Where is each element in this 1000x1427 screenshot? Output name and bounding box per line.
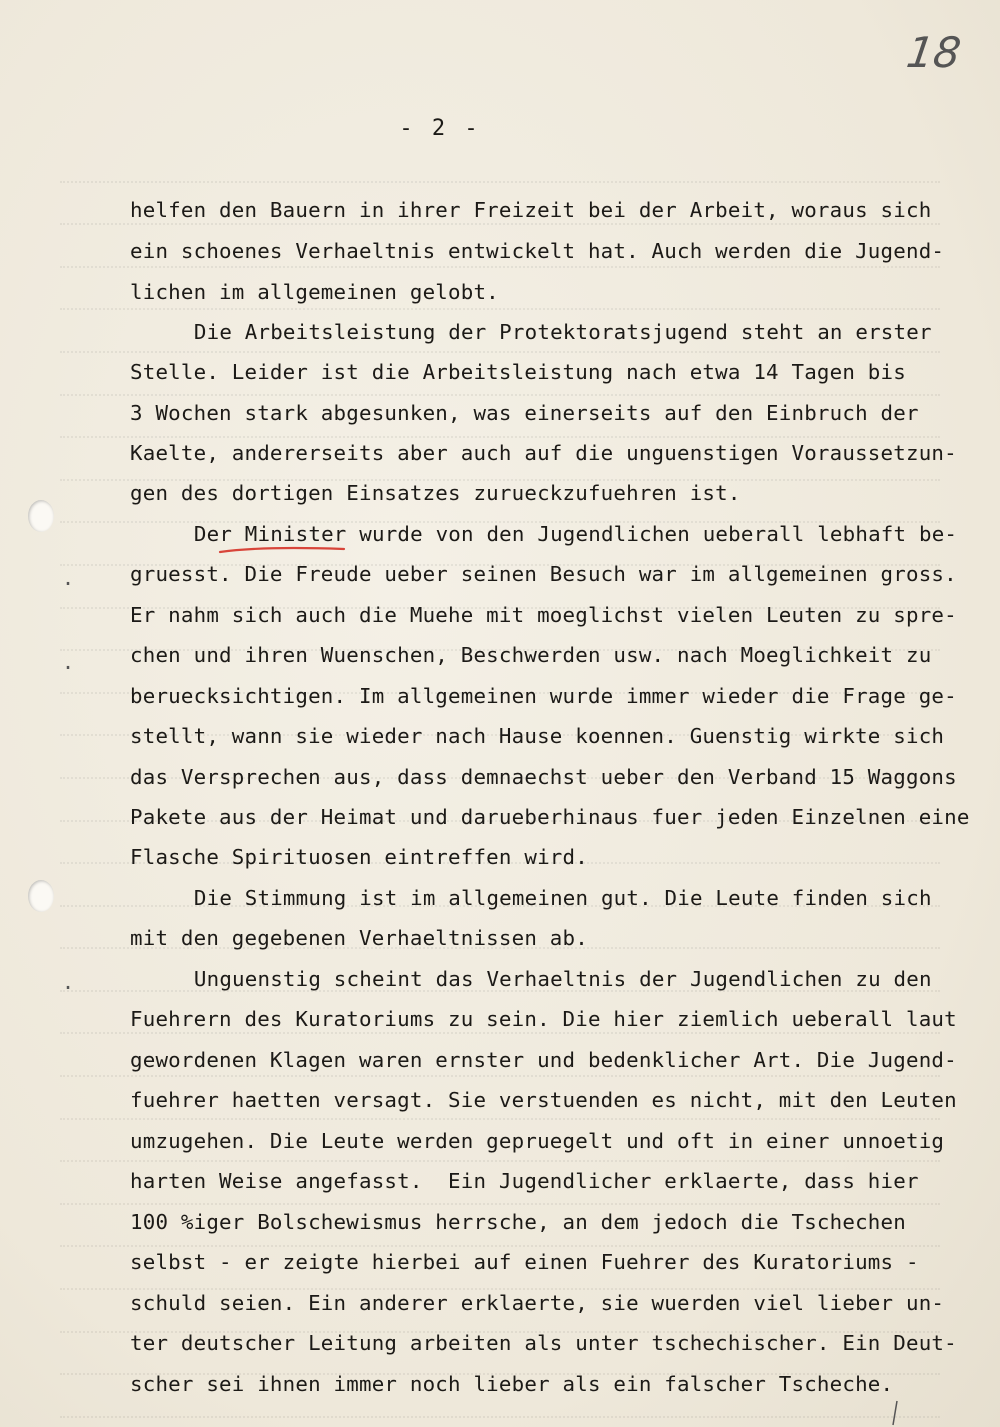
- text-line: Flasche Spirituosen eintreffen wird.: [130, 845, 588, 869]
- text-line: Der Minister wurde von den Jugendlichen ueberall lebhaft be-: [143, 522, 958, 546]
- text-line: Stelle. Leider ist die Arbeitsleistung nach etwa 14 Tagen bis: [130, 360, 906, 384]
- text-line: umzugehen. Die Leute werden gepruegelt und oft in einer unnoetig: [130, 1129, 945, 1153]
- text-line: harten Weise angefasst. Ein Jugendlicher erklaerte, dass hier: [130, 1169, 919, 1193]
- text-line: mit den gegebenen Verhaeltnissen ab.: [130, 926, 588, 950]
- text-line: beruecksichtigen. Im allgemeinen wurde immer wieder die Frage ge-: [130, 684, 957, 708]
- text-line: chen und ihren Wuenschen, Beschwerden usw. nach Moeglichkeit zu: [130, 643, 932, 667]
- text-line: selbst - er zeigte hierbei auf einen Fuehrer des Kuratoriums -: [130, 1250, 919, 1274]
- folio-number: 18: [903, 28, 964, 77]
- text-line: gen des dortigen Einsatzes zurueckzufuehren ist.: [130, 481, 741, 505]
- margin-mark: .: [62, 650, 75, 674]
- margin-mark: .: [62, 970, 75, 994]
- margin-mark: .: [62, 566, 75, 590]
- red-pencil-underline: [218, 545, 346, 555]
- text-line: scher sei ihnen immer noch lieber als ein falscher Tscheche.: [130, 1372, 894, 1396]
- text-line: 3 Wochen stark abgesunken, was einerseits auf den Einbruch der: [130, 401, 919, 425]
- text-line: Pakete aus der Heimat und darueberhinaus fuer jeden Einzelnen eine: [130, 805, 970, 829]
- text-line: Fuehrern des Kuratoriums zu sein. Die hier ziemlich ueberall laut: [130, 1007, 957, 1031]
- text-line: Die Arbeitsleistung der Protektoratsjugend steht an erster: [143, 320, 932, 344]
- text-line: ein schoenes Verhaeltnis entwickelt hat. Auch werden die Jugend-: [130, 239, 945, 263]
- text-line: gruesst. Die Freude ueber seinen Besuch war im allgemeinen gross.: [130, 562, 957, 586]
- text-line: 100 %iger Bolschewismus herrsche, an dem jedoch die Tschechen: [130, 1210, 906, 1234]
- text-line: Unguenstig scheint das Verhaeltnis der Jugendlichen zu den: [143, 967, 932, 991]
- text-line: Kaelte, andererseits aber auch auf die unguenstigen Voraussetzun-: [130, 441, 957, 465]
- text-line: helfen den Bauern in ihrer Freizeit bei der Arbeit, woraus sich: [130, 198, 932, 222]
- pencil-tick: [892, 1400, 898, 1426]
- text-line: Die Stimmung ist im allgemeinen gut. Die Leute finden sich: [143, 886, 932, 910]
- page-number: - 2 -: [399, 116, 481, 141]
- text-line: lichen im allgemeinen gelobt.: [130, 280, 499, 304]
- text-line: schuld seien. Ein anderer erklaerte, sie wuerden viel lieber un-: [130, 1291, 945, 1315]
- text-line: das Versprechen aus, dass demnaechst ueber den Verband 15 Waggons: [130, 765, 957, 789]
- punch-hole-top: [28, 500, 54, 532]
- text-line: fuehrer haetten versagt. Sie verstuenden es nicht, mit den Leuten: [130, 1088, 957, 1112]
- text-line: Er nahm sich auch die Muehe mit moeglichst vielen Leuten zu spre-: [130, 603, 957, 627]
- text-line: gewordenen Klagen waren ernster und bedenklicher Art. Die Jugend-: [130, 1048, 957, 1072]
- text-line: ter deutscher Leitung arbeiten als unter tschechischer. Ein Deut-: [130, 1331, 957, 1355]
- punch-hole-bottom: [28, 880, 54, 912]
- text-line: stellt, wann sie wieder nach Hause koennen. Guenstig wirkte sich: [130, 724, 945, 748]
